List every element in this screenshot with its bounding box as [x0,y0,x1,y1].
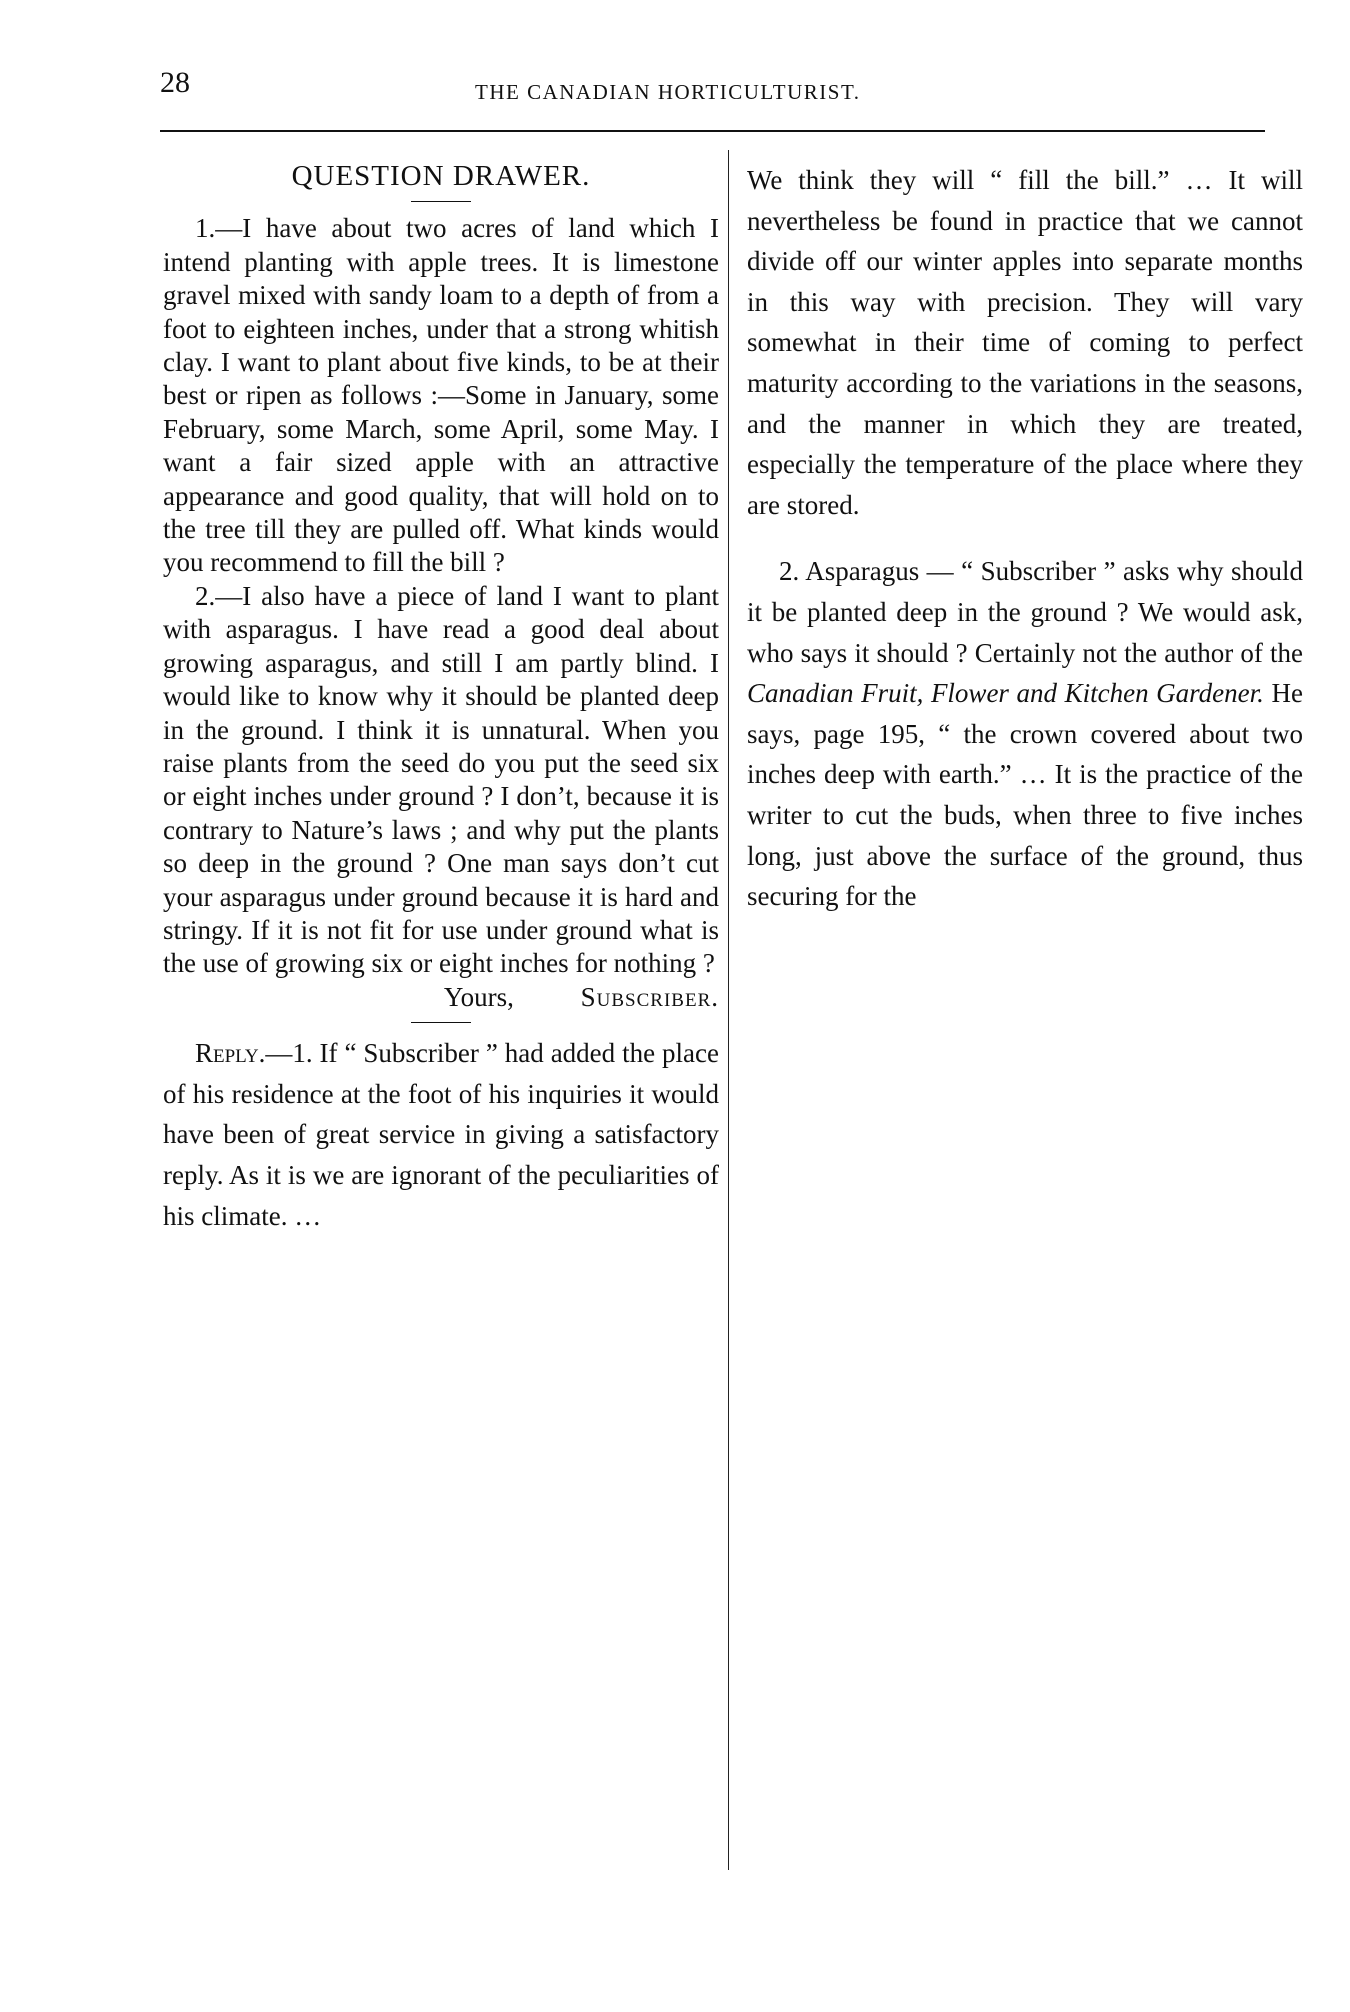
question-2 [163,580,719,1014]
header-rule [160,130,1265,132]
question-1: 1.—I have about two acres of land which I intend planting with apple trees. It is limestone gravel mixed with sandy loam to a depth of from a foot to eighteen inches, under that a strong whitish clay. I want to plant about five kinds, to be at their best or ripen as follows :—Some in January, some February, some March, some April, some May. I want a fair sized apple with an attractive appearance and good quality, that will hold on to the tree till they are pulled off. What kinds would you recommend to fill the bill ? [163,213,719,578]
answer-2-intro: 2. Asparagus — “ Subscriber ” asks why should it be planted deep in the ground ? We would ask, who says it should ? Certainly not the author of the [747,556,1303,668]
running-title: THE CANADIAN HORTICULTURIST. [475,80,861,104]
reply-paragraph [163,1033,719,1236]
book-title: Canadian Fruit, Flower and Kitchen Gardener. [747,678,1264,709]
column-divider [728,150,729,1870]
answer-2-rest: He says, page 195, “ the crown covered about two inches deep with earth.” … It is the practice of the writer to cut the buds, when three to five inches long, just above the surface of the ground, thus securing for the [747,678,1303,912]
page-number: 28 [160,66,190,99]
signoff [163,981,719,1014]
signoff-name: Subscriber. [580,981,719,1012]
left-column [163,160,719,1236]
title-rule [411,201,471,202]
paragraph-gap [747,525,1303,551]
reply-text: —1. If “ Subscriber ” had added the place of his residence at the foot of his inquiries it would have been of great service in giving a satisfactory reply. As it is we are ignorant of the peculiarities of his climate. … [163,1038,719,1231]
answer-2 [747,551,1303,916]
right-column [747,160,1303,917]
reply-rule [411,1022,471,1023]
signoff-yours: Yours, [443,981,514,1012]
reply-continuation: We think they will “ fill the bill.” … It will nevertheless be found in practice that we cannot divide off our winter apples into separate months in this way with precision. They will vary somewhat in their time of coming to perfect maturity according to the variations in the seasons, and the manner in which they are treated, especially the temperature of the place where they are stored. [747,165,1303,520]
section-title: QUESTION DRAWER. [291,160,591,192]
reply-label: Reply. [195,1038,266,1069]
question-2-text: 2.—I also have a piece of land I want to plant with asparagus. I have read a good deal about growing asparagus, and still I am partly blind. I would like to know why it should be planted deep in the ground. I think it is unnatural. When you raise plants from the seed do you put the seed six or eight inches under ground ? I don’t, because it is contrary to Nature’s laws ; and why put the plants so deep in the ground ? One man says don’t cut your asparagus under ground because it is hard and stringy. If it is not fit for use under ground what is the use of growing six or eight inches for nothing ? [163,580,719,979]
